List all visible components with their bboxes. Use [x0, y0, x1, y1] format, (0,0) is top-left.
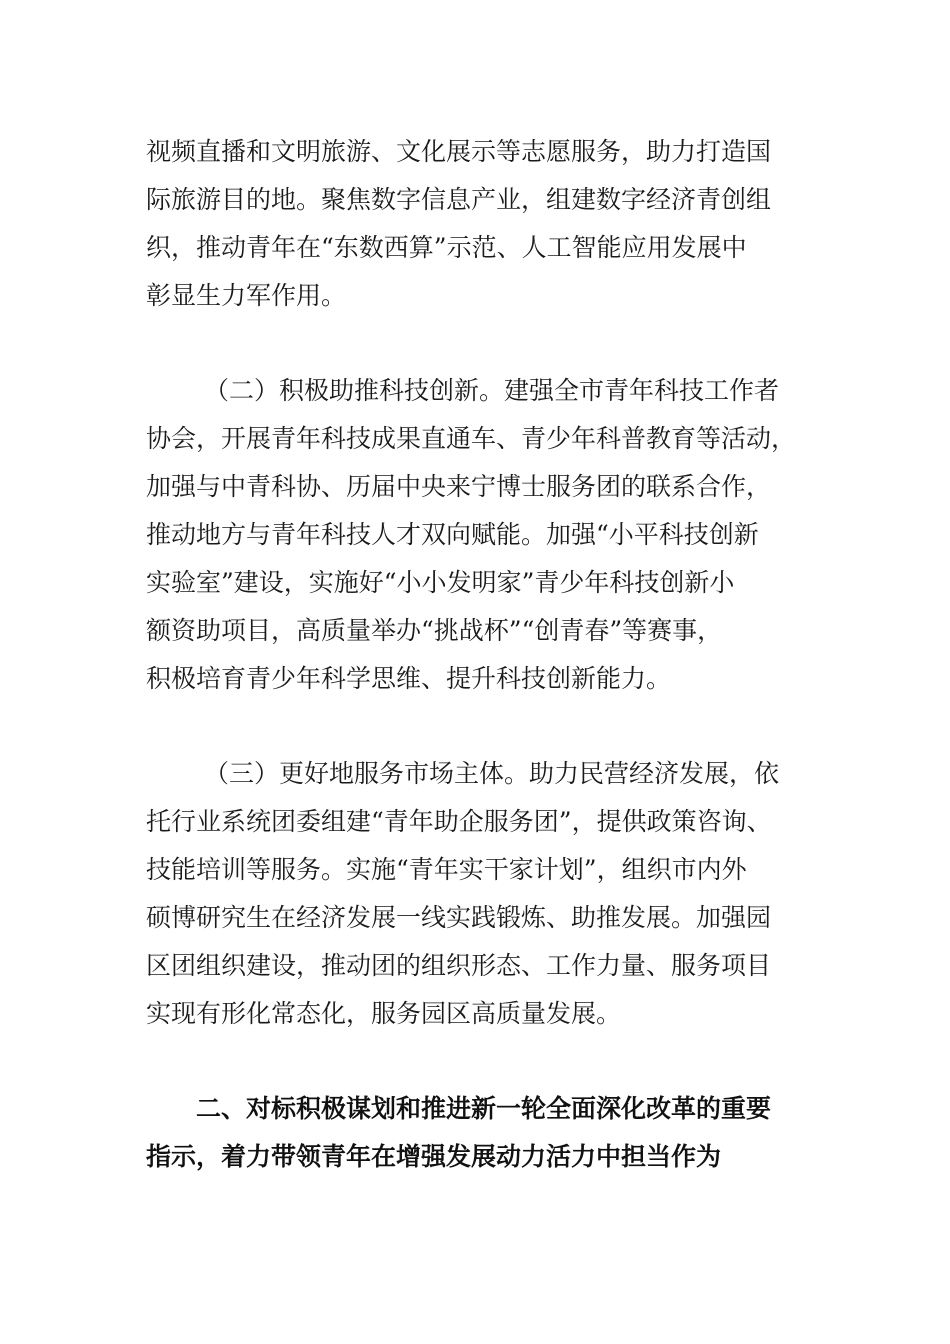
text-line: 积极培育青少年科学思维、提升科技创新能力。 — [146, 664, 672, 693]
text-line: （二）积极助推科技创新。建强全市青年科技工作者 — [204, 376, 780, 405]
text-line: 区团组织建设，推动团的组织形态、工作力量、服务项目 — [146, 951, 772, 980]
text-line: 额资助项目，高质量举办“挑战杯”“创青春”等赛事， — [146, 616, 723, 645]
text-line: 际旅游目的地。聚焦数字信息产业，组建数字经济青创组 — [146, 185, 772, 214]
paragraph-tech-innovation — [146, 367, 810, 703]
heading-line: 二、对标积极谋划和推进新一轮全面深化改革的重要 — [196, 1094, 772, 1123]
text-line: （三）更好地服务市场主体。助力民营经济发展，依 — [204, 759, 780, 788]
text-line: 协会，开展青年科技成果直通车、青少年科普教育等活动， — [146, 424, 797, 453]
paragraph-spacer — [146, 320, 810, 367]
text-line: 技能培训等服务。实施“青年实干家计划”，组织市内外 — [146, 855, 747, 884]
text-line: 托行业系统团委组建“青年助企服务团”，提供政策咨询、 — [146, 807, 772, 836]
text-line: 硕博研究生在经济发展一线实践锻炼、助推发展。加强园 — [146, 903, 772, 932]
text-line: 视频直播和文明旅游、文化展示等志愿服务，助力打造国 — [146, 137, 772, 166]
text-line: 推动地方与青年科技人才双向赋能。加强“小平科技创新 — [146, 520, 759, 549]
text-line: 加强与中青科协、历届中央来宁博士服务团的联系合作， — [146, 472, 772, 501]
paragraph-tourism-digital — [146, 128, 810, 320]
document-body — [146, 128, 810, 1181]
text-line: 彰显生力军作用。 — [146, 281, 347, 310]
text-line: 实验室”建设，实施好“小小发明家”青少年科技创新小 — [146, 568, 735, 597]
paragraph-spacer — [146, 1038, 810, 1085]
heading-line: 指示，着力带领青年在增强发展动力活力中担当作为 — [146, 1142, 722, 1171]
text-line: 织，推动青年在“东数西算”示范、人工智能应用发展中 — [146, 233, 747, 262]
section-heading — [146, 1085, 810, 1181]
text-line: 实现有形化常态化，服务园区高质量发展。 — [146, 999, 622, 1028]
paragraph-spacer — [146, 703, 810, 750]
paragraph-market-service — [146, 750, 810, 1038]
